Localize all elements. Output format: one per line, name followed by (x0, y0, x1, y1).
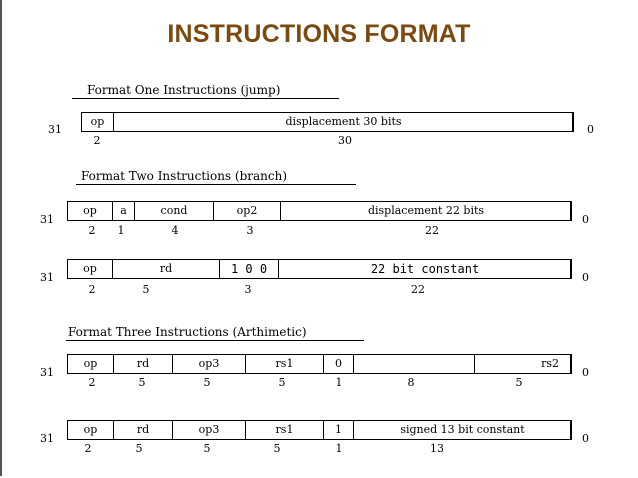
field-rd: rd (113, 421, 172, 439)
bits-op2-100: 3 (244, 283, 252, 296)
row-msb-label: 31 (48, 123, 62, 136)
bits-unused: 8 (407, 376, 415, 389)
bits-22-bit-constant: 22 (411, 283, 425, 296)
bits-a: 1 (117, 224, 125, 237)
field-rd: rd (113, 355, 172, 373)
bits-rd: 5 (142, 283, 150, 296)
format-three-register-bar (67, 354, 572, 374)
format-two-sethi-bar (67, 259, 572, 279)
field-displacement-22: displacement 22 bits (280, 202, 571, 220)
section-underline (72, 98, 339, 99)
bits-displacement-30: 30 (338, 134, 352, 147)
format-one-bar (81, 112, 574, 132)
format-three-immediate-bar (67, 420, 572, 440)
bits-rs1: 5 (278, 376, 286, 389)
field-rs1: rs1 (245, 355, 323, 373)
bits-i-one: 1 (335, 442, 343, 455)
field-rs1: rs1 (245, 421, 323, 439)
field-op: op (83, 423, 98, 436)
slide-title: INSTRUCTIONS FORMAT (167, 20, 471, 48)
field-op: op (90, 115, 105, 128)
bits-op2: 3 (246, 224, 254, 237)
row-msb-label: 31 (40, 366, 54, 379)
bits-op: 2 (88, 376, 96, 389)
field-op: op (83, 204, 97, 217)
field-op: op (83, 357, 98, 370)
row-msb-label: 31 (40, 271, 54, 284)
bits-op: 2 (93, 134, 101, 147)
bits-op3: 5 (203, 442, 211, 455)
bits-signed-13-bit-constant: 13 (430, 442, 444, 455)
field-signed-13-bit-constant: signed 13 bit constant (353, 421, 571, 439)
row-lsb-label: 0 (582, 271, 589, 284)
field-unused (353, 355, 474, 373)
field-op2: op2 (213, 202, 280, 220)
field-i-zero: 0 (323, 355, 353, 373)
field-op: op (83, 262, 97, 275)
section-label-format-one: Format One Instructions (jump) (87, 83, 281, 97)
row-lsb-label: 0 (587, 123, 594, 136)
bits-rs1: 5 (273, 442, 281, 455)
bits-op: 2 (88, 224, 96, 237)
bits-cond: 4 (171, 224, 179, 237)
field-22-bit-constant: 22 bit constant (278, 260, 571, 278)
field-rd: rd (112, 260, 219, 278)
format-two-branch-bar (67, 201, 572, 221)
section-label-format-three: Format Three Instructions (Arthimetic) (68, 325, 307, 339)
field-cond: cond (134, 202, 213, 220)
field-a: a (112, 202, 134, 220)
bits-i-zero: 1 (335, 376, 343, 389)
section-label-format-two: Format Two Instructions (branch) (81, 169, 288, 183)
section-underline (66, 340, 364, 341)
bits-rd: 5 (135, 442, 143, 455)
bits-displacement-22: 22 (425, 224, 439, 237)
bits-op: 2 (84, 442, 92, 455)
field-op3: op3 (172, 421, 245, 439)
field-rs2: rs2 (474, 355, 571, 373)
field-op3: op3 (172, 355, 245, 373)
section-underline (76, 184, 356, 185)
row-lsb-label: 0 (582, 432, 589, 445)
row-msb-label: 31 (40, 213, 54, 226)
bits-rs2: 5 (515, 376, 523, 389)
bits-rd: 5 (138, 376, 146, 389)
row-lsb-label: 0 (582, 213, 589, 226)
field-i-one: 1 (323, 421, 353, 439)
row-msb-label: 31 (40, 432, 54, 445)
field-displacement-30: displacement 30 bits (113, 113, 573, 131)
field-op2-100: 1 0 0 (219, 260, 278, 278)
bits-op3: 5 (203, 376, 211, 389)
row-lsb-label: 0 (582, 366, 589, 379)
bits-op: 2 (88, 283, 96, 296)
